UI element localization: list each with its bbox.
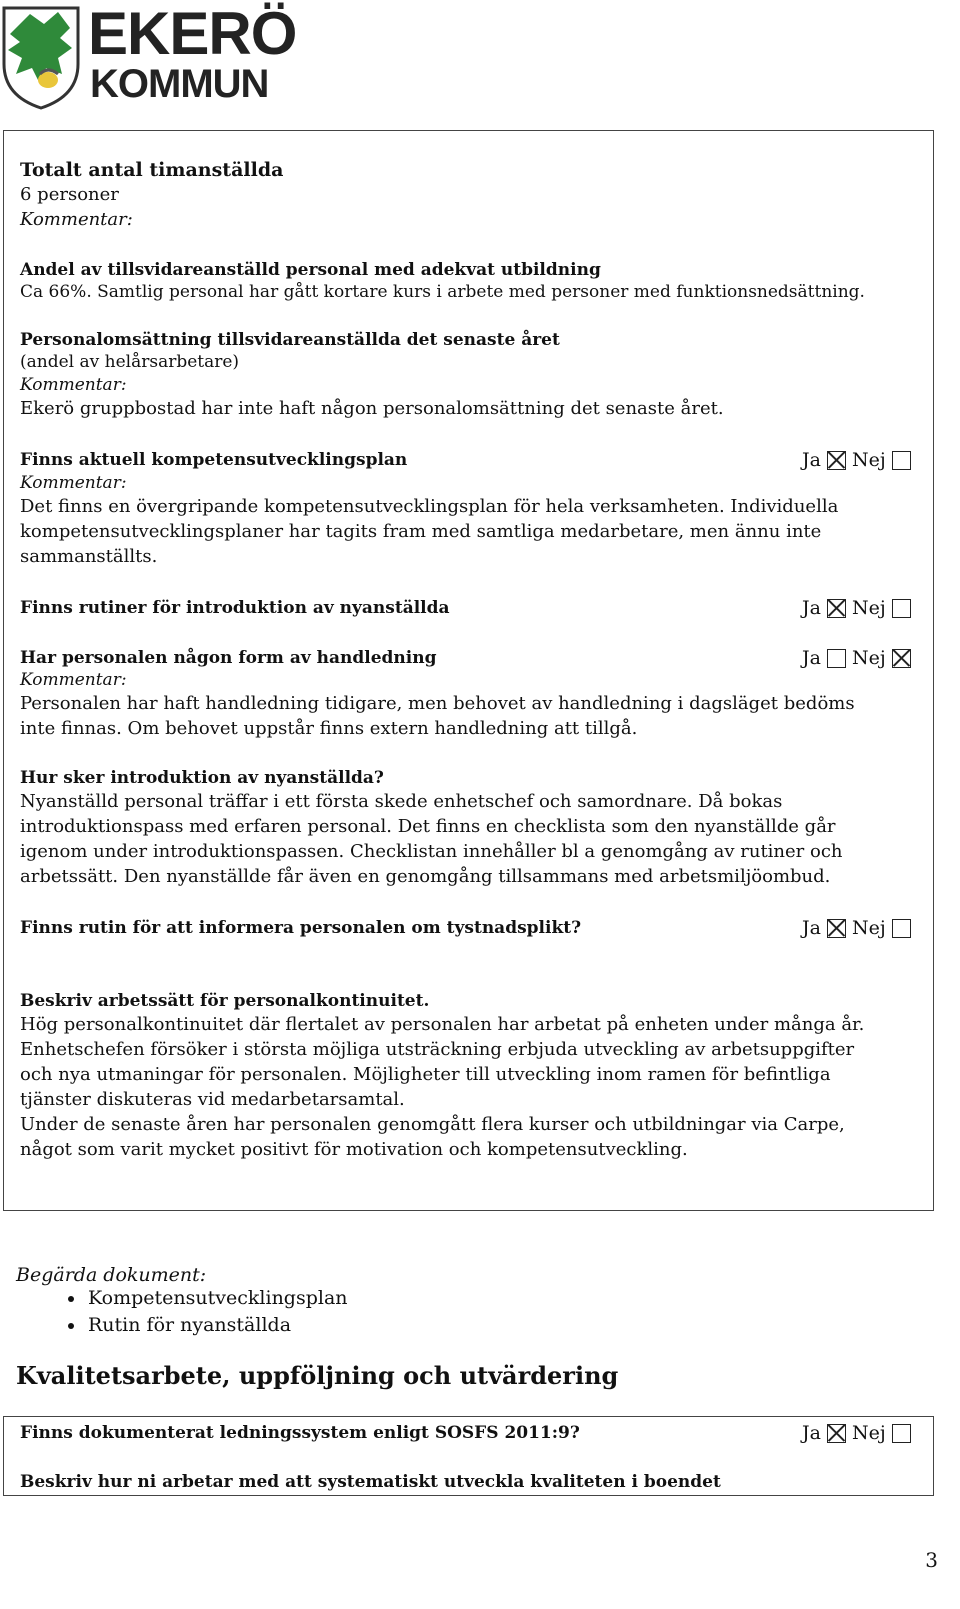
requested-docs-list: [40, 1285, 348, 1339]
comment-label: Kommentar:: [20, 473, 127, 493]
nej-label: Nej: [851, 1422, 886, 1444]
ja-checkbox-checked[interactable]: [827, 919, 846, 938]
nej-label: Nej: [851, 647, 886, 669]
nej-checkbox[interactable]: [892, 451, 911, 470]
ja-label: Ja: [802, 1422, 821, 1444]
yes-no-checkbox-group: [796, 646, 911, 670]
section-title: Beskriv hur ni arbetar med att systematiskt utveckla kvaliteten i boendet: [20, 1472, 721, 1492]
ja-label: Ja: [802, 597, 821, 619]
ja-checkbox[interactable]: [827, 649, 846, 668]
section-title: Finns rutiner för introduktion av nyanställda: [20, 598, 450, 618]
value-text: 6 personer: [20, 184, 119, 205]
section-text: Nyanställd personal träffar i ett första skede enhetschef och samordnare. Då bokas: [20, 791, 783, 812]
section-text: igenom under introduktionspassen. Checklistan innehåller bl a genomgång av rutiner och: [20, 841, 843, 862]
yes-no-checkbox-group: [796, 448, 911, 472]
comment-text: sammanställts.: [20, 546, 158, 567]
ja-checkbox-checked[interactable]: [827, 599, 846, 618]
nej-label: Nej: [851, 449, 886, 471]
nej-checkbox[interactable]: [892, 599, 911, 618]
nej-checkbox-checked[interactable]: [892, 649, 911, 668]
comment-text: Ekerö gruppbostad har inte haft någon personalomsättning det senaste året.: [20, 398, 724, 419]
section-text: och nya utmaningar för personalen. Möjligheter till utveckling inom ramen för befintliga: [20, 1064, 831, 1085]
comment-text: inte finnas. Om behovet uppstår finns extern handledning att tillgå.: [20, 718, 638, 739]
requested-docs-label: Begärda dokument:: [16, 1264, 207, 1286]
section-text: Ca 66%. Samtlig personal har gått kortare kurs i arbete med personer med funktionsnedsättning.: [20, 282, 865, 302]
nej-label: Nej: [851, 917, 886, 939]
section-title: Personalomsättning tillsvidareanställda det senaste året: [20, 330, 560, 350]
section-title: Har personalen någon form av handledning: [20, 648, 437, 668]
section-title: Andel av tillsvidareanställd personal med adekvat utbildning: [20, 260, 601, 280]
section-text: arbetssätt. Den nyanställde får även en genomgång tillsammans med arbetsmiljöombud.: [20, 866, 831, 887]
section-heading: Kvalitetsarbete, uppföljning och utvärdering: [16, 1361, 619, 1390]
section-title: Finns dokumenterat ledningssystem enligt SOSFS 2011:9?: [20, 1423, 580, 1443]
logo-text-ekero: EKERÖ: [88, 0, 297, 67]
logo-text-kommun: KOMMUN: [90, 62, 269, 106]
section-subtitle: (andel av helårsarbetare): [20, 352, 240, 372]
section-text: introduktionspass med erfaren personal. Det finns en checklista som den nyanställde går: [20, 816, 836, 837]
comment-text: Personalen har haft handledning tidigare, men behovet av handledning i dagsläget bedöms: [20, 693, 855, 714]
section-title: Totalt antal timanställda: [20, 159, 284, 181]
comment-text: Det finns en övergripande kompetensutvecklingsplan för hela verksamheten. Individuella: [20, 496, 839, 517]
ja-label: Ja: [802, 449, 821, 471]
section-text: Enhetschefen försöker i största möjliga utsträckning erbjuda utveckling av arbetsuppgifter: [20, 1039, 855, 1060]
yes-no-checkbox-group: [796, 1421, 911, 1445]
section-title: Finns rutin för att informera personalen om tystnadsplikt?: [20, 918, 582, 938]
ja-checkbox-checked[interactable]: [827, 1424, 846, 1443]
list-item: • Rutin för nyanställda: [86, 1312, 348, 1339]
section-text: Under de senaste åren har personalen genomgått flera kurser och utbildningar via Carpe,: [20, 1114, 845, 1135]
comment-label: Kommentar:: [20, 670, 127, 690]
section-title: Hur sker introduktion av nyanställda?: [20, 768, 384, 788]
comment-text: kompetensutvecklingsplaner har tagits fram med samtliga medarbetare, men ännu inte: [20, 521, 822, 542]
list-item: • Kompetensutvecklingsplan: [86, 1285, 348, 1312]
section-title: Finns aktuell kompetensutvecklingsplan: [20, 450, 408, 470]
yes-no-checkbox-group: [796, 596, 911, 620]
section-title: Beskriv arbetssätt för personalkontinuitet.: [20, 991, 430, 1011]
ja-checkbox-checked[interactable]: [827, 451, 846, 470]
page-number: 3: [925, 1548, 938, 1572]
ekero-kommun-logo: [0, 0, 297, 112]
quality-form-box: [3, 1416, 934, 1496]
section-text: tjänster diskuteras vid medarbetarsamtal.: [20, 1089, 405, 1110]
section-text: något som varit mycket positivt för motivation och kompetensutveckling.: [20, 1139, 688, 1160]
nej-checkbox[interactable]: [892, 919, 911, 938]
ja-label: Ja: [802, 917, 821, 939]
section-text: Hög personalkontinuitet där flertalet av personalen har arbetat på enheten under många år.: [20, 1014, 865, 1035]
ja-label: Ja: [802, 647, 821, 669]
coat-of-arms-icon: [0, 4, 84, 112]
yes-no-checkbox-group: [796, 916, 911, 940]
comment-label: Kommentar:: [20, 209, 133, 230]
nej-checkbox[interactable]: [892, 1424, 911, 1443]
comment-label: Kommentar:: [20, 375, 127, 395]
nej-label: Nej: [851, 597, 886, 619]
personnel-form-box: [3, 130, 934, 1211]
